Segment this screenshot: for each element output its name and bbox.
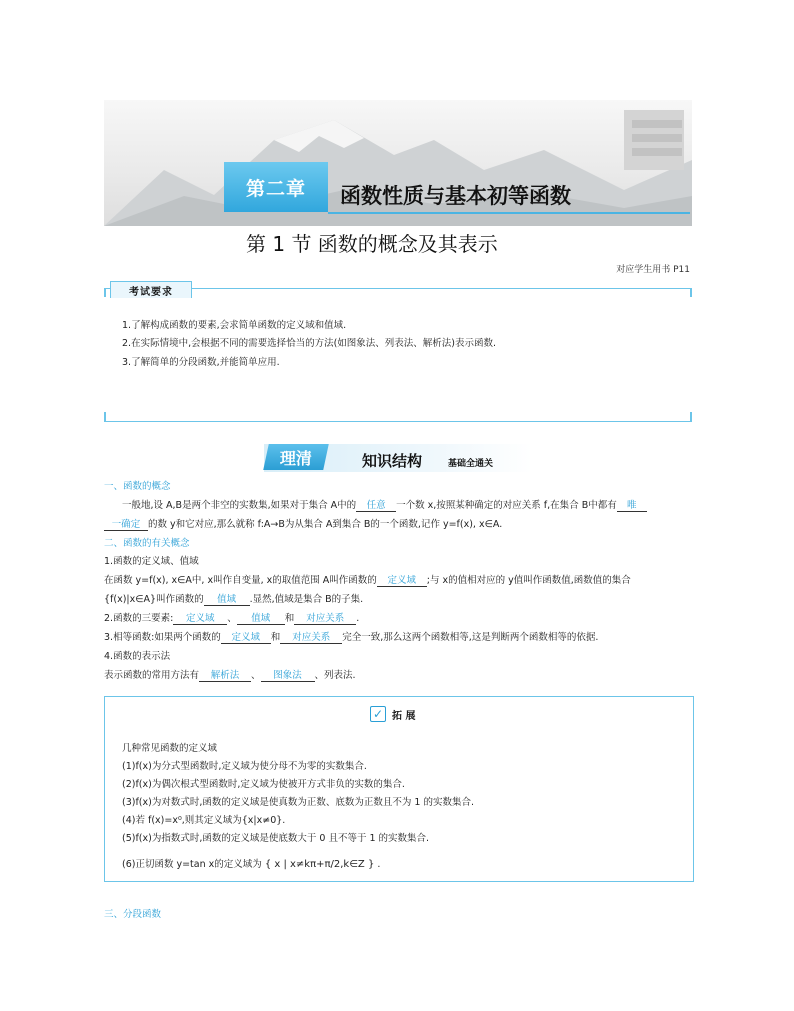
extension-item: (3)f(x)为对数式时,函数的定义域是使真数为正数、底数为正数且不为 1 的实数集合. xyxy=(122,797,474,808)
extension-item: (2)f(x)为偶次根式型函数时,定义域为使被开方式非负的实数的集合. xyxy=(122,779,405,790)
section-title: 第 1 节 函数的概念及其表示 xyxy=(246,232,498,256)
paragraph-line: 在函数 y=f(x), x∈A中, x叫作自变量, x的取值范围 A叫作函数的 定义域 ;与 x的值相对应的 y值叫作函数值,函数值的集合 xyxy=(104,572,631,587)
answer-blank: 定义域 xyxy=(173,610,227,625)
box-corner xyxy=(690,412,692,421)
answer-blank: 图象法 xyxy=(261,667,315,682)
extension-item: (5)f(x)为指数式时,函数的定义域是使底数大于 0 且不等于 1 的实数集合. xyxy=(122,833,430,844)
answer-blank: 值域 xyxy=(237,610,285,625)
requirement-item: 1.了解构成函数的要素,会求简单函数的定义域和值域. xyxy=(122,320,347,331)
requirement-item: 2.在实际情境中,会根据不同的需要选择恰当的方法(如图象法、列表法、解析法)表示函数. xyxy=(122,338,497,349)
answer-blank: 任意 xyxy=(356,497,396,512)
requirements-box-bottom xyxy=(104,412,692,422)
box-corner xyxy=(104,288,106,297)
answer-blank: 对应关系 xyxy=(280,629,342,644)
chapter-title: 函数性质与基本初等函数 xyxy=(340,184,571,208)
paragraph-line: 2.函数的三要素: 定义域 、 值域 和 对应关系 . xyxy=(104,610,359,625)
banner-divider xyxy=(328,212,690,214)
extension-item: (4)若 f(x)=x⁰,则其定义域为{x|x≠0}. xyxy=(122,815,286,826)
section-header-title: 知识结构 xyxy=(362,452,423,470)
paragraph-line: 3.相等函数:如果两个函数的 定义域 和 对应关系 完全一致,那么这两个函数相等,这是判断两个函数相等的依据. xyxy=(104,629,598,644)
requirements-box-top xyxy=(104,288,692,298)
box-corner xyxy=(690,288,692,297)
extension-item: (6)正切函数 y=tan x的定义域为 { x | x≠kπ+π/2,k∈Z } . xyxy=(122,859,381,870)
answer-blank: 对应关系 xyxy=(294,610,356,625)
answer-blank: 定义域 xyxy=(221,629,271,644)
heading-piecewise-function: 三、分段函数 xyxy=(104,909,162,920)
section-badge: 理清 xyxy=(263,444,329,470)
heading-related-concepts: 二、函数的有关概念 xyxy=(104,538,190,549)
subheading: 1.函数的定义域、值域 xyxy=(104,556,199,567)
subheading: 4.函数的表示法 xyxy=(104,651,171,662)
paragraph-line: {f(x)|x∈A}叫作函数的 值域 .显然,值域是集合 B的子集. xyxy=(104,591,363,606)
answer-blank: 解析法 xyxy=(199,667,251,682)
chapter-badge: 第二章 xyxy=(224,162,328,212)
requirements-tab: 考试要求 xyxy=(110,281,192,298)
set-notation: { x | x≠kπ+π/2,k∈Z } xyxy=(264,859,375,870)
paragraph-line: 一般地,设 A,B是两个非空的实数集,如果对于集合 A中的 任意 一个数 x,按照某种确定的对应关系 f,在集合 B中都有 唯 xyxy=(122,497,647,512)
page-reference: 对应学生用书 P11 xyxy=(616,265,690,275)
extension-header: ✓ 拓 展 xyxy=(370,706,415,722)
extension-item: (1)f(x)为分式型函数时,定义域为使分母不为零的实数集合. xyxy=(122,761,367,772)
answer-blank: 唯 xyxy=(617,497,647,512)
extension-title: 几种常见函数的定义域 xyxy=(122,743,218,754)
answer-blank: 值域 xyxy=(204,591,250,606)
heading-function-concept: 一、函数的概念 xyxy=(104,481,171,492)
box-corner xyxy=(104,412,106,421)
requirement-item: 3.了解简单的分段函数,并能简单应用. xyxy=(122,357,280,368)
section-header-subtitle: 基础全通关 xyxy=(448,459,494,469)
check-icon: ✓ xyxy=(370,706,386,722)
answer-blank: 定义域 xyxy=(377,572,427,587)
paragraph-line: 表示函数的常用方法有 解析法 、 图象法 、列表法. xyxy=(104,667,356,682)
paragraph-line: 一确定 的数 y和它对应,那么就称 f:A→B为从集合 A到集合 B的一个函数,记作 y=f(x), x∈A. xyxy=(104,516,502,531)
answer-blank: 一确定 xyxy=(104,516,148,531)
